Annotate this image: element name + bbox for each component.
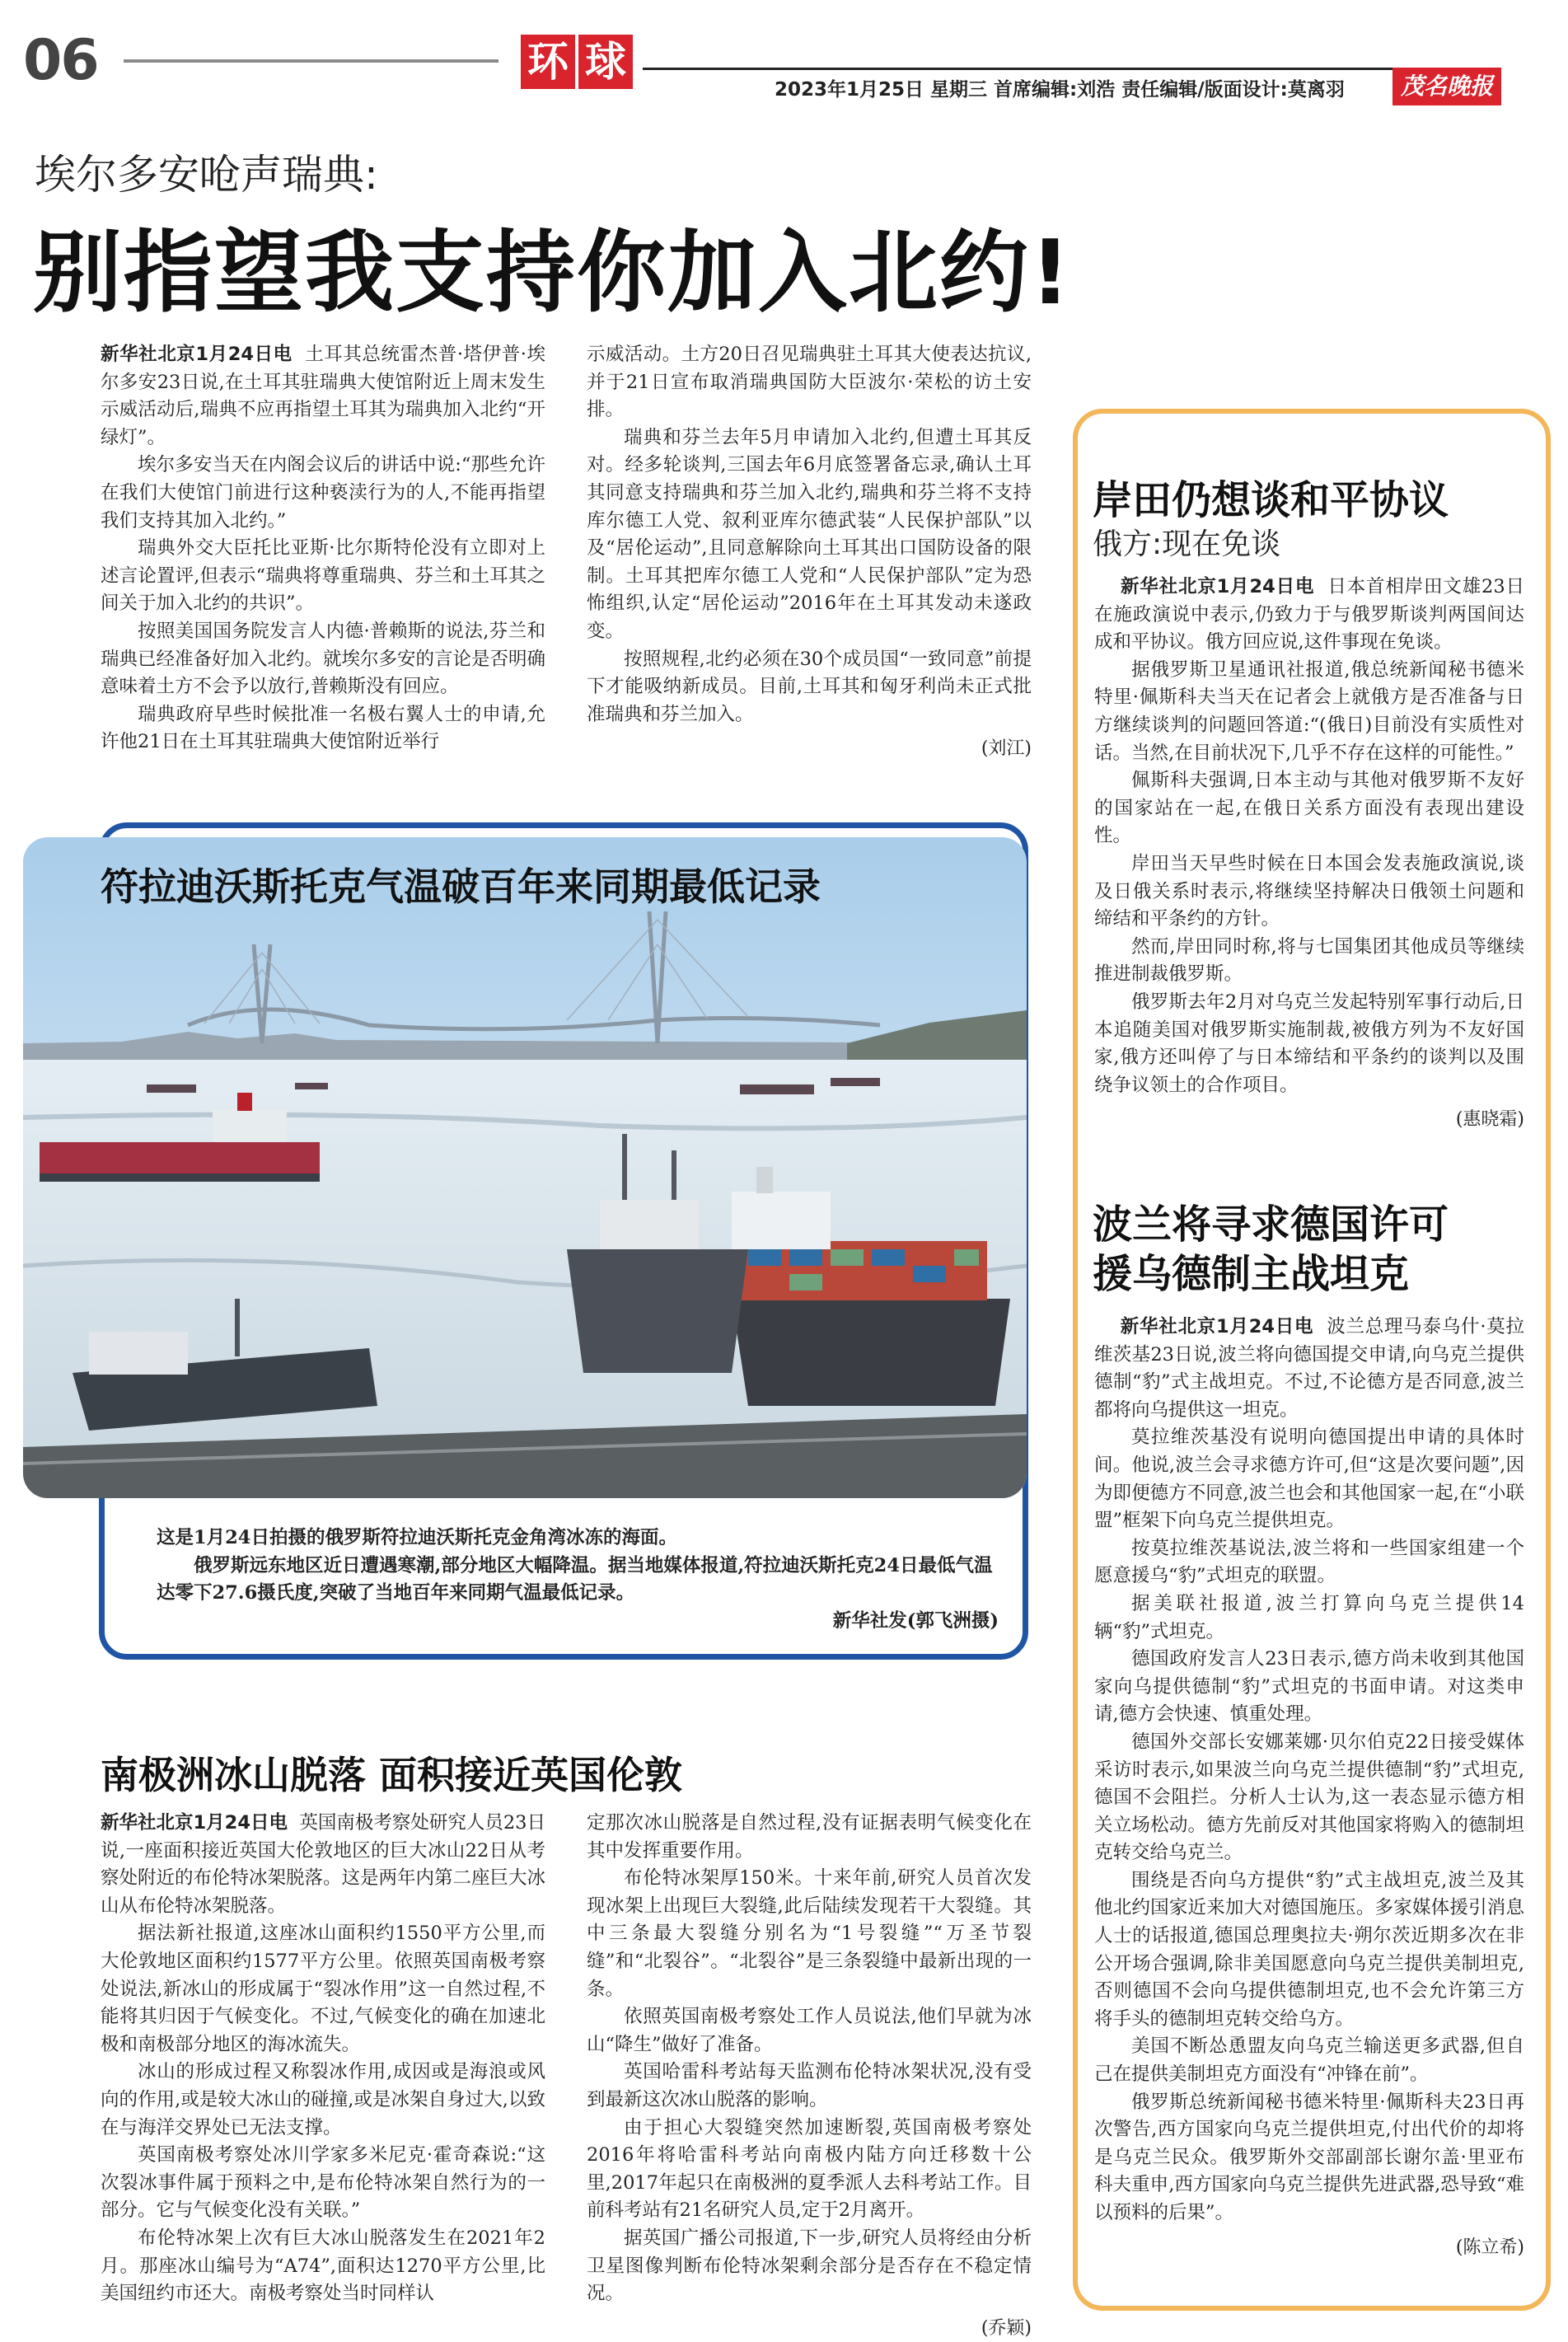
- story4-column: [1094, 1314, 1524, 2261]
- issue-meta: 2023年1月25日 星期三 首席编辑:刘浩 责任编辑/版面设计:莫离羽: [775, 79, 1345, 101]
- photo-credit: 新华社发(郭飞洲摄): [832, 1609, 999, 1632]
- story1-lead: [101, 341, 545, 452]
- story4-dateline: 新华社北京1月24日电: [1120, 1316, 1314, 1337]
- story2-paragraph: 英国哈雷科考站每天监测布伦特冰架状况,没有受到最新这次冰山脱落的影响。: [587, 2061, 1032, 2110]
- photo-story-title: 符拉迪沃斯托克气温破百年来同期最低记录: [101, 864, 821, 909]
- story2-column-1: [101, 1810, 545, 2308]
- story3-dateline: 新华社北京1月24日电: [1120, 576, 1315, 597]
- story4-title-line-2: 援乌德制主战坦克: [1093, 1251, 1410, 1297]
- story4-paragraph: 德国外交部长安娜莱娜·贝尔伯克22日接受媒体采访时表示,如果波兰向乌克兰提供德制“豹”式坦克,德国不会阻拦。分析人士认为,这一表态显示德方相关立场松动。德方先前反对其他国家将购入的德制坦克转交给乌克兰。: [1094, 1731, 1524, 1864]
- story3-byline: (惠晓霜): [1455, 1109, 1524, 1131]
- story1-dateline: 新华社北京1月24日电: [101, 344, 293, 365]
- story4-paragraph: 波兰总理马泰乌什·莫拉维茨基23日说,波兰将向德国提交申请,向乌克兰提供德制“豹”式主战坦克。不过,不论德方是否同意,波兰都将向乌提供这一坦克。: [1094, 1316, 1525, 1421]
- story4-paragraph: 按莫拉维茨基说法,波兰将和一些国家组建一个愿意援乌“豹”式坦克的联盟。: [1094, 1537, 1524, 1587]
- story3-paragraph: 日本首相岸田文雄23日在施政演说中表示,仍致力于与俄罗斯谈判两国间达成和平协议。俄方回应说,这件事现在免谈。: [1094, 576, 1524, 653]
- story1-paragraph: 瑞典外交大臣托比亚斯·比尔斯特伦没有立即对上述言论置评,但表示“瑞典将尊重瑞典、芬兰和土耳其之间关于加入北约的共识”。: [101, 537, 545, 615]
- header-rule: [124, 59, 498, 63]
- story1-column-1: [101, 341, 545, 756]
- section-label-char-2: 球: [578, 35, 633, 89]
- story2-lead: [101, 1810, 545, 1920]
- harbor-photo: [23, 837, 1027, 1498]
- caption-line: 俄罗斯远东地区近日遭遇寒潮,部分地区大幅降温。据当地媒体报道,符拉迪沃斯托克24日最低气温达零下27.6摄氏度,突破了当地百年来同期气温最低记录。: [157, 1554, 993, 1604]
- story4-title-line-1: 波兰将寻求德国许可: [1093, 1201, 1449, 1248]
- story2-paragraph: 依照英国南极考察处工作人员说法,他们早就为冰山“降生”做好了准备。: [587, 2006, 1032, 2055]
- story3-paragraph: 俄罗斯去年2月对乌克兰发起特别军事行动后,日本追随美国对俄罗斯实施制裁,被俄方列为不友好国家,俄方还叫停了与日本缔结和平条约的谈判以及围绕争议领土的合作项目。: [1094, 991, 1524, 1096]
- story4-lead: [1094, 1314, 1524, 1424]
- photo-caption: [157, 1525, 1005, 1635]
- story4-paragraph: 莫拉维茨基没有说明向德国提出申请的具体时间。他说,波兰会寻求德方许可,但“这是次要问题”,因为即便德方不同意,波兰也会和其他国家一起,在“小联盟”框架下向乌克兰提供坦克。: [1094, 1426, 1524, 1532]
- story1-paragraph: 示威活动。土方20日召见瑞典驻土耳其大使表达抗议,并于21日宣布取消瑞典国防大臣波尔·荣松的访土安排。: [587, 344, 1032, 421]
- story3-paragraph: 然而,岸田同时称,将与七国集团其他成员等继续推进制裁俄罗斯。: [1094, 935, 1524, 986]
- story1-paragraph: 土耳其总统雷杰普·塔伊普·埃尔多安23日说,在土耳其驻瑞典大使馆附近上周末发生示威活动后,瑞典不应再指望土耳其为瑞典加入北约“开绿灯”。: [101, 344, 545, 448]
- newspaper-logo: 茂名晚报: [1392, 68, 1501, 105]
- story2-title: 南极洲冰山脱落 面积接近英国伦敦: [101, 1753, 683, 1797]
- story1-paragraph: 按照美国国务院发言人内德·普赖斯的说法,芬兰和瑞典已经准备好加入北约。就埃尔多安的言论是否明确意味着土方不会予以放行,普赖斯没有回应。: [101, 620, 546, 698]
- story2-paragraph: 定那次冰山脱落是自然过程,没有证据表明气候变化在其中发挥重要作用。: [587, 1812, 1032, 1862]
- story2-paragraph: 据法新社报道,这座冰山面积约1550平方公里,而大伦敦地区面积约1577平方公里。依照英国南极考察处说法,新冰山的形成属于“裂冰作用”这一自然过程,不能将其归因于气候变化。不过,气候变化的确在加速北极和南极部分地区的海冰流失。: [101, 1923, 545, 2055]
- story3-column: [1094, 574, 1524, 1134]
- story2-byline: (乔颖): [981, 2317, 1032, 2339]
- story4-paragraph: 据美联社报道,波兰打算向乌克兰提供14辆“豹”式坦克。: [1094, 1592, 1524, 1642]
- story2-paragraph: 布伦特冰架厚150米。十来年前,研究人员首次发现冰架上出现巨大裂缝,此后陆续发现若干大裂缝。其中三条最大裂缝分别名为“1号裂缝”“万圣节裂缝”和“北裂谷”。“北裂谷”是三条裂缝中最新出现的一条。: [587, 1867, 1032, 2000]
- story2-dateline: 新华社北京1月24日电: [101, 1812, 288, 1834]
- story1-paragraph: 瑞典政府早些时候批准一名极右翼人士的申请,允许他21日在土耳其驻瑞典大使馆附近举行: [101, 703, 545, 753]
- page-number: 06: [23, 28, 98, 93]
- story4-paragraph: 围绕是否向乌方提供“豹”式主战坦克,波兰及其他北约国家近来加大对德国施压。多家媒体援引消息人士的话报道,德国总理奥拉夫·朔尔茨近期多次在非公开场合强调,除非美国愿意向乌克兰提供美制坦克,否则德国不会向乌提供德制坦克,也不会允许第三方将手头的德制坦克转交给乌方。: [1094, 1869, 1524, 2030]
- header-divider: [643, 68, 1473, 70]
- story-kicker: 埃尔多安呛声瑞典:: [35, 151, 378, 199]
- story1-paragraph: 瑞典和芬兰去年5月申请加入北约,但遭土耳其反对。经多轮谈判,三国去年6月底签署备忘录,确认土耳其同意支持瑞典和芬兰加入北约,瑞典和芬兰将不支持库尔德工人党、叙利亚库尔德武装“人民保护部队”以及“居伦运动”,且同意解除向土耳其出口国防设备的限制。土耳其把库尔德工人党和“人民保护部队”定为恐怖组织,认定“居伦运动”2016年在土耳其发动未遂政变。: [587, 426, 1032, 642]
- story-headline: 别指望我支持你加入北约!: [33, 222, 1073, 325]
- story3-lead: [1094, 574, 1524, 657]
- story2-paragraph: 英国南极考察处研究人员23日说,一座面积接近英国大伦敦地区的巨大冰山22日从考察处附近的布伦特冰架脱落。这是两年内第二座巨大冰山从布伦特冰架脱落。: [101, 1812, 546, 1917]
- story4-paragraph: 德国政府发言人23日表示,德方尚未收到其他国家向乌提供德制“豹”式坦克的书面申请。对这类申请,德方会快速、慎重处理。: [1094, 1648, 1524, 1726]
- caption-line: 这是1月24日拍摄的俄罗斯符拉迪沃斯托克金角湾冰冻的海面。: [157, 1527, 677, 1548]
- story4-paragraph: 美国不断怂恿盟友向乌克兰输送更多武器,但自己在提供美制坦克方面没有“冲锋在前”。: [1094, 2035, 1524, 2086]
- story3-subtitle: 俄方:现在免谈: [1093, 527, 1281, 561]
- story4-byline: (陈立希): [1455, 2237, 1524, 2258]
- story1-column-2: [587, 341, 1032, 763]
- story2-paragraph: 据英国广播公司报道,下一步,研究人员将经由分析卫星图像判断布伦特冰架剩余部分是否存在不稳定情况。: [587, 2227, 1032, 2305]
- story2-paragraph: 由于担心大裂缝突然加速断裂,英国南极考察处2016年将哈雷科考站向南极内陆方向迁移数十公里,2017年起只在南极洲的夏季派人去科考站工作。目前科考站有21名研究人员,定于2月离开。: [587, 2116, 1032, 2222]
- story2-paragraph: 冰山的形成过程又称裂冰作用,成因或是海浪或风向的作用,或是较大冰山的碰撞,或是冰架自身过大,以致在与海洋交界处已无法支撑。: [101, 2061, 545, 2138]
- story4-paragraph: 俄罗斯总统新闻秘书德米特里·佩斯科夫23日再次警告,西方国家向乌克兰提供坦克,付出代价的却将是乌克兰民众。俄罗斯外交部副部长谢尔盖·里亚布科夫重申,西方国家向乌克兰提供先进武器,恐导致“难以预料的后果”。: [1094, 2091, 1524, 2223]
- story4-title: [1093, 1200, 1449, 1299]
- story1-paragraph: 埃尔多安当天在内阁会议后的讲话中说:“那些允许在我们大使馆门前进行这种亵渎行为的人,不能再指望我们支持其加入北约。”: [101, 454, 545, 532]
- story2-paragraph: 英国南极考察处冰川学家多米尼克·霍奇森说:“这次裂冰事件属于预料之中,是布伦特冰架自然行为的一部分。它与气候变化没有关联。”: [101, 2144, 545, 2222]
- story2-column-2: [587, 1810, 1032, 2342]
- section-label-char-1: 环: [521, 35, 575, 89]
- story3-paragraph: 据俄罗斯卫星通讯社报道,俄总统新闻秘书德米特里·佩斯科夫当天在记者会上就俄方是否准备与日方继续谈判的问题回答道:“(俄日)目前没有实质性对话。当然,在目前状况下,几乎不存在这样的可能性。”: [1094, 658, 1524, 764]
- story3-title: 岸田仍想谈和平协议: [1093, 477, 1449, 523]
- story2-paragraph: 布伦特冰架上次有巨大冰山脱落发生在2021年2月。那座冰山编号为“A74”,面积达1270平方公里,比美国纽约市还大。南极考察处当时同样认: [101, 2227, 545, 2305]
- story1-byline: (刘江): [981, 738, 1032, 760]
- story3-paragraph: 佩斯科夫强调,日本主动与其他对俄罗斯不友好的国家站在一起,在俄日关系方面没有表现出建设性。: [1094, 770, 1524, 847]
- story3-paragraph: 岸田当天早些时候在日本国会发表施政演说,谈及日俄关系时表示,将继续坚持解决日俄领土问题和缔结和平条约的方针。: [1094, 852, 1524, 930]
- story1-paragraph: 按照规程,北约必须在30个成员国“一致同意”前提下才能吸纳新成员。目前,土耳其和匈牙利尚未正式批准瑞典和芬兰加入。: [587, 648, 1032, 725]
